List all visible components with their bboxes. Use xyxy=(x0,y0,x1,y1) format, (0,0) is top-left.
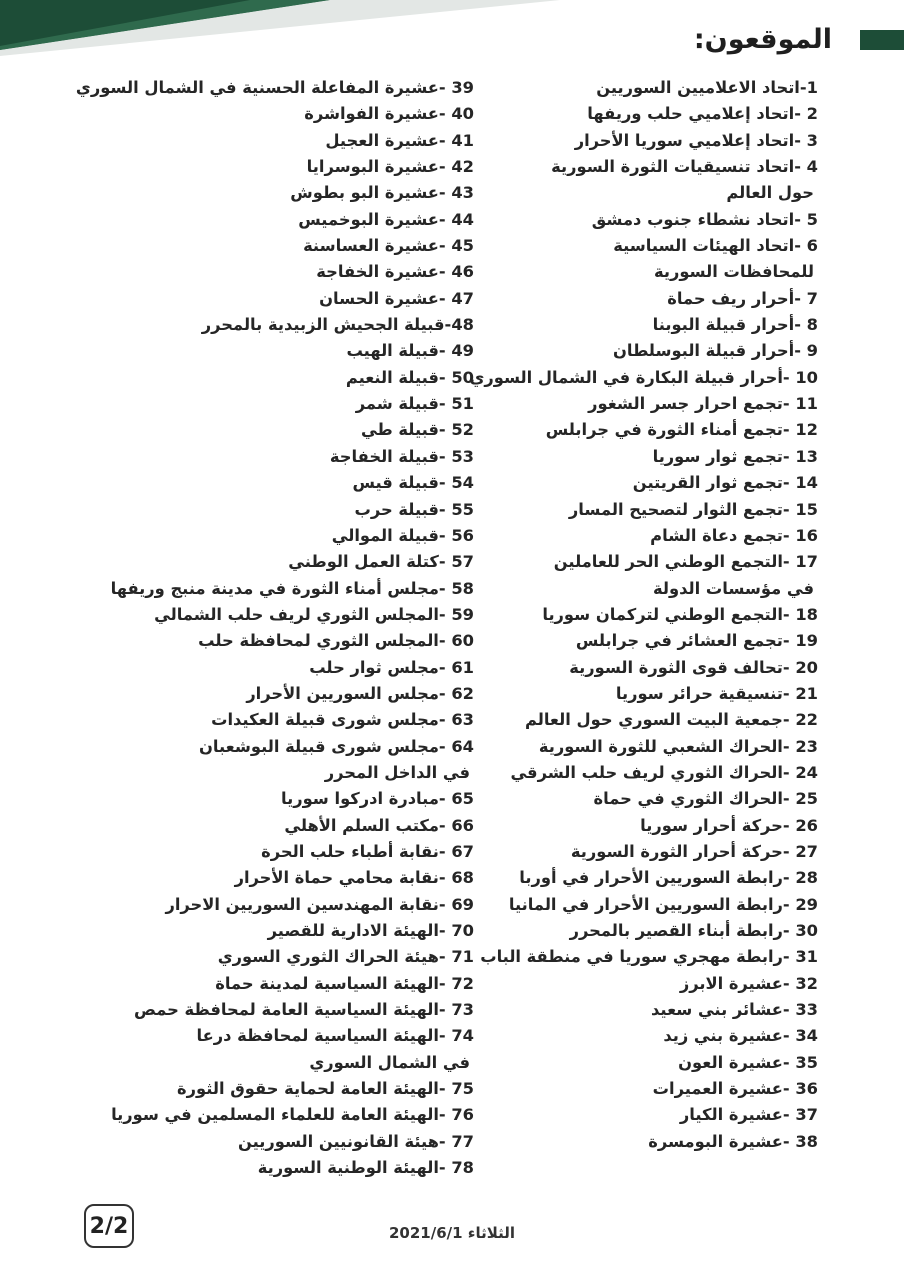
signatory-item: 64 -مجلس شورى قبيلة البوشعبان xyxy=(199,736,474,756)
signatory-item: 45 -عشيرة العساسنة xyxy=(303,236,474,256)
signatory-item: 8 -أحرار قبيلة البوبنا xyxy=(652,315,818,335)
signatory-item: 43 -عشيرة البو بطوش xyxy=(290,183,474,203)
signatory-item: 17 -التجمع الوطني الحر للعاملين xyxy=(553,552,818,572)
signatory-item: 39 -عشيرة المفاعلة الحسنية في الشمال السوري xyxy=(75,78,474,97)
signatory-item: 4 -اتحاد تنسيقيات الثورة السورية xyxy=(551,157,818,177)
signatory-item: 41 -عشيرة العجيل xyxy=(325,130,474,150)
signatory-item: 72 -الهيئة السياسية لمدينة حماة xyxy=(215,973,474,993)
signatory-item: 9 -أحرار قبيلة البوسلطان xyxy=(612,341,818,361)
signatory-item: 37 -عشيرة الكيار xyxy=(679,1105,818,1125)
signatory-item: 75 -الهيئة العامة لحماية حقوق الثورة xyxy=(177,1079,474,1099)
signatory-item: 2 -اتحاد إعلاميي حلب وريفها xyxy=(587,104,818,124)
signatory-item: 24 -الحراك الثوري لريف حلب الشرقي xyxy=(510,762,818,782)
signatory-item: 23 -الحراك الشعبي للثورة السورية xyxy=(538,736,818,756)
signatory-item: 65 -مبادرة ادركوا سوريا xyxy=(281,789,474,809)
signatory-item: 29 -رابطة السوريين الأحرار في المانيا xyxy=(508,894,818,914)
signatory-item: 26 -حركة أحرار سوريا xyxy=(640,815,818,835)
signatory-item: 76 -الهيئة العامة للعلماء المسلمين في سوريا xyxy=(111,1105,474,1125)
signatories-list-left xyxy=(54,75,474,1181)
signatory-item: 18 -التجمع الوطني لتركمان سوريا xyxy=(542,604,818,624)
signatory-item: 32 -عشيرة الابرز xyxy=(679,973,818,993)
signatory-item: 40 -عشيرة الفواشرة xyxy=(304,104,474,124)
signatory-item: 13 -تجمع ثوار سوريا xyxy=(652,446,818,466)
signatory-item: 1-اتحاد الاعلاميين السوريين xyxy=(596,78,818,97)
signatory-item: 7 -أحرار ريف حماة xyxy=(667,288,818,308)
signatory-item: 10 -أحرار قبيلة البكارة في الشمال السوري xyxy=(469,367,818,387)
signatory-item: 70 -الهيئة الادارية للقصير xyxy=(267,921,474,940)
signatory-item: 68 -نقابة محامي حماة الأحرار xyxy=(234,868,474,888)
signatory-item: 36 -عشيرة العميرات xyxy=(652,1079,818,1099)
signatory-item: 59 -المجلس الثوري لريف حلب الشمالي xyxy=(154,604,474,624)
signatory-item: 21 -تنسيقية حرائر سوريا xyxy=(615,683,818,703)
signatory-item: 12 -تجمع أمناء الثورة في جرابلس xyxy=(545,420,818,440)
signatory-item: 58 -مجلس أمناء الثورة في مدينة منبج وريفها xyxy=(110,578,474,598)
signatory-item: 44 -عشيرة البوخميس xyxy=(298,209,474,229)
signatory-item: 50 -قبيلة النعيم xyxy=(345,367,474,387)
signatory-item: 28 -رابطة السوريين الأحرار في أوربا xyxy=(519,868,818,888)
signatory-item: 31 -رابطة مهجري سوريا في منطقة الباب xyxy=(480,947,818,967)
signatory-item: 60 -المجلس الثوري لمحافظة حلب xyxy=(198,631,474,651)
title-accent-bar xyxy=(860,30,904,50)
signatory-item: 16 -تجمع دعاة الشام xyxy=(650,525,818,545)
signatory-item: 35 -عشيرة العون xyxy=(678,1052,818,1072)
signatory-item: 33 -عشائر بني سعيد xyxy=(651,1000,818,1020)
signatory-item: 61 -مجلس ثوار حلب xyxy=(309,657,474,677)
signatory-item: 38 -عشيرة البومسرة xyxy=(648,1131,818,1151)
signatory-item: 53 -قبيلة الخفاجة xyxy=(329,446,474,466)
signatory-item: 6 -اتحاد الهيئات السياسية xyxy=(613,236,818,256)
signatory-item: 22 -جمعية البيت السوري حول العالم xyxy=(524,710,818,730)
signatory-item: 52 -قبيلة طي xyxy=(360,420,474,440)
signatory-item: 77 -هيئة القانونيين السوريين xyxy=(237,1131,474,1151)
signatory-item: 74 -الهيئة السياسية لمحافظة درعا xyxy=(196,1026,474,1046)
signatory-item: 51 -قبيلة شمر xyxy=(355,394,474,414)
signatory-item: 15 -تجمع الثوار لتصحيح المسار xyxy=(568,499,818,519)
signatory-item: 25 -الحراك الثوري في حماة xyxy=(593,789,818,809)
signatory-item: 73 -الهيئة السياسية العامة لمحافظة حمص xyxy=(133,1000,474,1020)
signatory-item: 56 -قبيلة الموالي xyxy=(331,525,474,545)
signatory-item: في الداخل المحرر xyxy=(324,762,470,782)
page-number: 2/2 xyxy=(84,1204,134,1248)
signatory-item: 69 -نقابة المهندسين السوريين الاحرار xyxy=(165,894,474,914)
signatory-item: 63 -مجلس شورى قبيلة العكيدات xyxy=(211,710,474,730)
signatory-item: 47 -عشيرة الحسان xyxy=(319,288,474,308)
signatory-item: 42 -عشيرة البوسرايا xyxy=(306,157,474,177)
signatory-item: 19 -تجمع العشائر في جرابلس xyxy=(575,631,818,651)
signatory-item: 67 -نقابة أطباء حلب الحرة xyxy=(261,841,474,861)
signatory-item: في الشمال السوري xyxy=(309,1052,470,1072)
signatory-item: 14 -تجمع ثوار القريتين xyxy=(632,473,818,493)
signatory-item: 34 -عشيرة بني زيد xyxy=(663,1026,818,1046)
signatory-item: 30 -رابطة أبناء القصير بالمحرر xyxy=(569,921,818,940)
signatory-item: 20 -تحالف قوى الثورة السورية xyxy=(569,657,818,677)
signatory-item: في مؤسسات الدولة xyxy=(652,578,814,598)
signatory-item: 46 -عشيرة الخفاجة xyxy=(316,262,474,282)
signatory-item: 71 -هيئة الحراك الثوري السوري xyxy=(217,947,474,967)
signatory-item: 11 -تجمع احرار جسر الشغور xyxy=(588,394,818,414)
signatory-item: 5 -اتحاد نشطاء جنوب دمشق xyxy=(591,209,818,229)
signatory-item: 55 -قبيلة حرب xyxy=(354,499,474,519)
page-title: الموقعون: xyxy=(693,24,832,55)
signatory-item: حول العالم xyxy=(726,183,814,203)
signatory-item: 57 -كتلة العمل الوطني xyxy=(288,552,474,572)
signatory-item: 78 -الهيئة الوطنية السورية xyxy=(257,1158,474,1178)
signatory-item: 27 -حركة أحرار الثورة السورية xyxy=(570,841,818,861)
signatory-item: 3 -اتحاد إعلاميي سوريا الأحرار xyxy=(574,130,818,150)
signatory-item: 48-قبيلة الجحيش الزبيدية بالمحرر xyxy=(201,315,474,335)
signatory-item: 66 -مكتب السلم الأهلي xyxy=(284,815,474,835)
signatory-item: 49 -قبيلة الهيب xyxy=(346,341,474,361)
signatory-item: للمحافظات السورية xyxy=(653,262,814,282)
signatory-item: 62 -مجلس السوريين الأحرار xyxy=(246,683,474,703)
signatory-item: 54 -قبيلة قيس xyxy=(352,473,474,493)
document-date: الثلاثاء 2021/6/1 xyxy=(388,1224,516,1242)
